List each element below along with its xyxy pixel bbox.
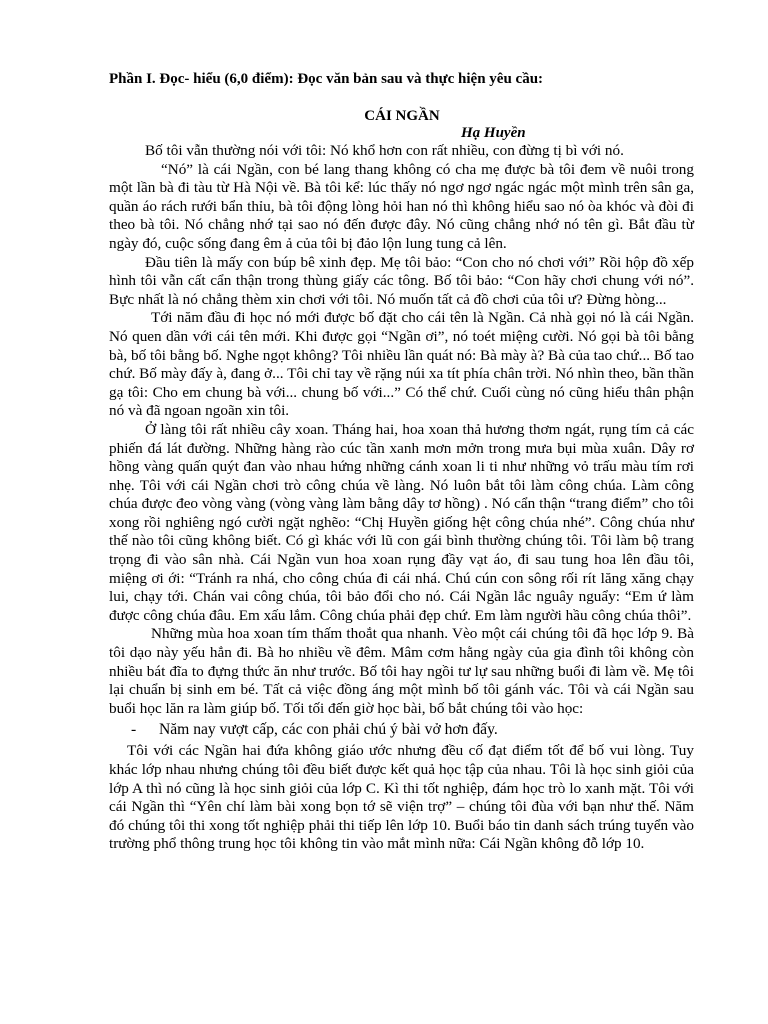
section-heading: Phần I. Đọc- hiểu (6,0 điểm): Đọc văn bản sau và thực hiện yêu cầu:	[109, 71, 544, 87]
paragraph-1: Bố tôi vẫn thường nói với tôi: Nó khổ hơn con rất nhiều, con đừng tị bì với nó.	[145, 142, 624, 159]
story-author: Hạ Huyền	[461, 125, 526, 141]
bullet-text: Năm nay vượt cấp, các con phải chú ý bài vở hơn đấy.	[159, 721, 498, 739]
paragraph-2: “Nó” là cái Ngần, con bé lang thang không có cha mẹ được bà tôi đem về nuôi trong một lần bà đi tàu từ Hà Nội về. Bà tôi kể: lúc thấy nó ngơ ngơ ngác ngác một mình trên sân ga, quần áo rách rưới bẩn thỉu, bà tôi động lòng hỏi han nó thì không hiểu sao nó òa khóc và đòi đi theo bà tôi. Nó chẳng nhớ tại sao nó đến được đây. Nó cũng chẳng nhớ nó tên gì. Bắt đầu từ ngày đó, cuộc sống đang êm ả của tôi bị đảo lộn lung tung cả lên.	[109, 160, 694, 252]
bullet-dash: -	[131, 721, 137, 739]
bullet-item	[109, 720, 694, 740]
paragraph-6: Những mùa hoa xoan tím thấm thoắt qua nhanh. Vèo một cái chúng tôi đã học lớp 9. Bà tôi dạo này yếu hẳn đi. Bà ho nhiều về đêm. Mâm cơm hằng ngày của gia đình tôi không còn nhiều bát đĩa to đựng thức ăn như trước. Bố tôi hay ngồi tư lự sau những buổi đi làm về. Mẹ tôi lại chuẩn bị sinh em bé. Tất cả việc đồng áng một mình bố tôi gánh vác. Tôi và cái Ngần sau buổi học lăn ra làm giúp bố. Tối tối đến giờ học bài, bố bắt chúng tôi vào học:	[109, 625, 694, 717]
paragraph-closing: Tôi với các Ngần hai đứa không giáo ước nhưng đều cố đạt điểm tốt để bố vui lòng. Tuy khác lớp nhau nhưng chúng tôi đều biết được kết quả học tập của nhau. Tôi là học sinh giỏi của lớp A thì nó cũng là học sinh giỏi của lớp C. Kì thi tốt nghiệp, đám học trò lo xanh mặt. Tôi với cái Ngần thì “Yên chí làm bài xong bọn tớ sẽ viện trợ” – chúng tôi đùa với bạn như thế. Năm đó chúng tôi thi xong tốt nghiệp phải thi tiếp lên lớp 10. Buổi báo tin danh sách trúng tuyển vào trường phổ thông trung học tôi không tin vào mắt mình nữa: Cái Ngần không đỗ lớp 10.	[109, 742, 694, 853]
story-title: CÁI NGẦN	[364, 108, 440, 124]
paragraph-5: Ở làng tôi rất nhiều cây xoan. Tháng hai, hoa xoan thả hương thơm ngát, rụng tím cả các phiến đá lát đường. Những hàng rào cúc tần xanh mơn mởn trong mưa bụi mùa xuân. Dây rơ hồng vàng quấn quýt đan vào nhau hứng những cánh xoan li ti như những vỏ trấu màu tím rơi nhẹ. Tôi với cái Ngần chơi trò công chúa về làng. Nó luôn bắt tôi làm công chúa. Làm công chúa được đeo vòng vàng (vòng vàng làm bằng dây tơ hồng) . Nó cẩn thận “trang điểm” cho tôi xong rồi nghiêng ngó cười ngặt nghẽo: “Chị Huyền giống hệt công chúa nhé”. Công chúa như thế nào tôi cũng không biết. Có gì khác với lũ con gái bình thường chúng tôi. Tôi làm bộ trang trọng đi vào sân nhà. Cái Ngần vun hoa xoan rụng đầy vạt áo, đi sau tung hoa lên đầu tôi, miệng ơi ới: “Tránh ra nhá, cho công chúa đi cái nhá. Chú cún con sông rối rít lăng xăng chạy lui, chạy tới. Chán vai công chúa, tôi bảo đổi cho nó. Cái Ngần lắc nguây nguẩy: “Em ứ làm được công chúa đâu. Em xấu lắm. Công chúa phải đẹp chứ. Em làm người hầu công chúa thôi”.	[109, 420, 694, 624]
paragraph-3: Đầu tiên là mấy con búp bê xinh đẹp. Mẹ tôi bảo: “Con cho nó chơi với” Rồi hộp đồ xếp hình tôi vẫn cất cẩn thận trong thùng giấy các tông. Bố tôi bảo: “Con hãy chơi chung với nó”. Bực nhất là nó chẳng thèm xin chơi với tôi. Nó muốn tất cả đồ chơi của tôi ư? Đừng hòng...	[109, 253, 694, 308]
paragraph-4: Tới năm đầu đi học nó mới được bố đặt cho cái tên là Ngần. Cả nhà gọi nó là cái Ngần. Nó quen dần với cái tên mới. Khi được gọi “Ngần ơi”, nó toét miệng cười. Nó gọi bà tôi bằng bà, bố tôi bằng bố. Nghe ngọt không? Tôi nhiều lần quát nó: Bà mày à? Bà của tao chứ... Bố tao chứ. Bố mày đấy à, đang ở... Tôi chỉ tay về rặng núi xa tít phía chân trời. Nó nhìn theo, bần thần gạ tôi: Cho em chung bà với... chung bố với...” Có thể chứ. Cuối cùng nó cũng hiểu thân phận nó và đã ngoan ngoãn xin tôi.	[109, 309, 694, 420]
story-body	[109, 142, 694, 854]
